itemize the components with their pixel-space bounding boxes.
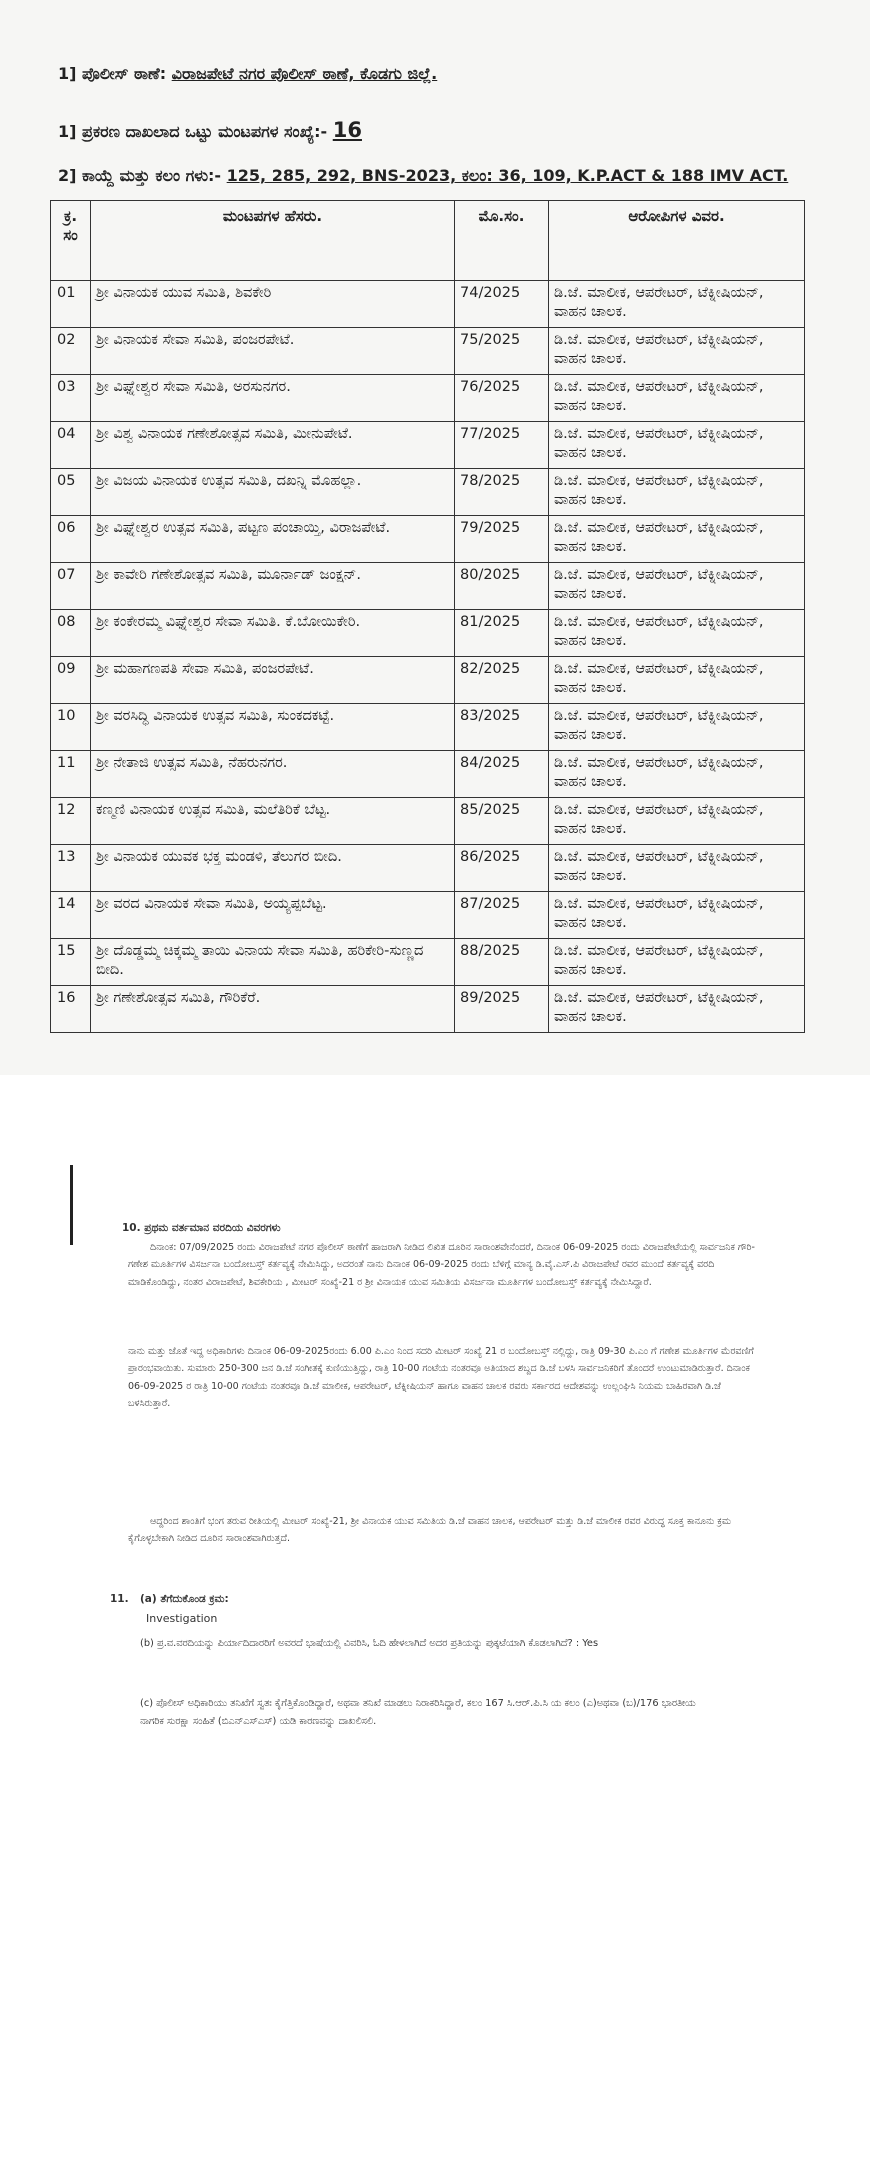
item-11a-label: (a) ತೆಗೆದುಕೊಂಡ ಕ್ರಮ: [140,1593,229,1605]
cell-mantap-name: ಶ್ರೀ ವಿನಾಯಕ ಯುವ ಸಮಿತಿ, ಶಿವಕೇರಿ [91,281,455,328]
cell-mantap-name: ಶ್ರೀ ಗಣೇಶೋತ್ಸವ ಸಮಿತಿ, ಗೌರಿಕೆರೆ. [91,986,455,1033]
table-row [51,704,805,751]
table-row [51,939,805,986]
table-row [51,751,805,798]
cell-sl: 11 [51,751,91,798]
margin-mark [70,1165,73,1245]
cell-mantap-name: ಶ್ರೀ ದೊಡ್ಡಮ್ಮ ಚಿಕ್ಕಮ್ಮ ತಾಯಿ ವಿನಾಯ ಸೇವಾ ಸಮಿತಿ, ಹರಿಕೇರಿ-ಸುಣ್ಣದ ಬೀದಿ. [91,939,455,986]
table-row [51,845,805,892]
cell-mantap-name: ಶ್ರೀ ವಿಘ್ನೇಶ್ವರ ಸೇವಾ ಸಮಿತಿ, ಅರಸುನಗರ. [91,375,455,422]
mantap-table [50,200,805,1033]
cell-accused: ಡಿ.ಜೆ. ಮಾಲೀಕ, ಆಪರೇಟರ್, ಟೆಕ್ನೀಷಿಯನ್, ವಾಹನ ಚಾಲಕ. [549,281,805,328]
table-row [51,892,805,939]
cell-case-number: 78/2025 [455,469,549,516]
header-case: ಮೊ.ಸಂ. [455,201,549,281]
cell-case-number: 81/2025 [455,610,549,657]
table-row [51,610,805,657]
header-sl: ಕ್ರ. ಸಂ [51,201,91,281]
cell-sl: 07 [51,563,91,610]
cell-case-number: 82/2025 [455,657,549,704]
cell-sl: 02 [51,328,91,375]
cell-mantap-name: ಶ್ರೀ ವಿಶ್ವ ವಿನಾಯಕ ಗಣೇಶೋತ್ಸವ ಸಮಿತಿ, ಮೀನುಪೇಟೆ. [91,422,455,469]
cell-sl: 04 [51,422,91,469]
cell-accused: ಡಿ.ಜೆ. ಮಾಲೀಕ, ಆಪರೇಟರ್, ಟೆಕ್ನೀಷಿಯನ್, ವಾಹನ ಚಾಲಕ. [549,375,805,422]
cell-sl: 03 [51,375,91,422]
cell-mantap-name: ಶ್ರೀ ಕಾವೇರಿ ಗಣೇಶೋತ್ಸವ ಸಮಿತಿ, ಮೂರ್ನಾಡ್ ಜಂಕ್ಷನ್. [91,563,455,610]
cell-case-number: 80/2025 [455,563,549,610]
total-mantaps-value: 16 [332,118,362,142]
cell-case-number: 77/2025 [455,422,549,469]
cell-mantap-name: ಶ್ರೀ ವರದ ವಿನಾಯಕ ಸೇವಾ ಸಮಿತಿ, ಅಯ್ಯಪ್ಪಬೆಟ್ಟ. [91,892,455,939]
table-row [51,563,805,610]
cell-accused: ಡಿ.ಜೆ. ಮಾಲೀಕ, ಆಪರೇಟರ್, ಟೆಕ್ನೀಷಿಯನ್, ವಾಹನ ಚಾಲಕ. [549,798,805,845]
cell-sl: 10 [51,704,91,751]
table-header-row [51,201,805,281]
cell-accused: ಡಿ.ಜೆ. ಮಾಲೀಕ, ಆಪರೇಟರ್, ಟೆಕ್ನೀಷಿಯನ್, ವಾಹನ ಚಾಲಕ. [549,657,805,704]
cell-accused: ಡಿ.ಜೆ. ಮಾಲೀಕ, ಆಪರೇಟರ್, ಟೆಕ್ನೀಷಿಯನ್, ವಾಹನ ಚಾಲಕ. [549,845,805,892]
table-row [51,422,805,469]
cell-sl: 09 [51,657,91,704]
cell-sl: 01 [51,281,91,328]
item-11b: (b) ಪ್ರ.ವ.ವರದಿಯನ್ನು ಪಿರ್ಯಾದಿದಾರರಿಗೆ ಅವರದೆ ಭಾಷೆಯಲ್ಲಿ ವಿವರಿಸಿ, ಓದಿ ಹೇಳಲಾಗಿದೆ ಅದರ ಪ್ರತಿಯನ್ನು ಪುಕ್ಕಟೆಯಾಗಿ ಕೊಡಲಾಗಿದೆ? : Yes [140,1638,599,1649]
cell-mantap-name: ಶ್ರೀ ವಿಘ್ನೇಶ್ವರ ಉತ್ಸವ ಸಮಿತಿ, ಪಟ್ಟಣ ಪಂಚಾಯ್ತಿ, ವಿರಾಜಪೇಟೆ. [91,516,455,563]
cell-sl: 06 [51,516,91,563]
header-accused: ಆರೋಪಿಗಳ ವಿವರ. [549,201,805,281]
cell-sl: 16 [51,986,91,1033]
cell-case-number: 88/2025 [455,939,549,986]
cell-accused: ಡಿ.ಜೆ. ಮಾಲೀಕ, ಆಪರೇಟರ್, ಟೆಕ್ನೀಷಿಯನ್, ವಾಹನ ಚಾಲಕ. [549,610,805,657]
cell-case-number: 85/2025 [455,798,549,845]
total-mantaps-line [58,118,362,142]
table-page [0,0,870,1075]
table-row [51,328,805,375]
cell-case-number: 75/2025 [455,328,549,375]
cell-sl: 05 [51,469,91,516]
fir-paragraph-1: ದಿನಾಂಕ: 07/09/2025 ರಂದು ವಿರಾಜಪೇಟೆ ನಗರ ಪೊಲೀಸ್ ಠಾಣೆಗೆ ಹಾಜರಾಗಿ ನೀಡಿದ ಲಿಖಿತ ದೂರಿನ ಸಾರಾಂಶವೇನೆಂದರೆ, ದಿನಾಂಕ 06-09-2025 ರಂದು ವಿರಾಜಪೇಟೆಯಲ್ಲಿ ಸಾರ್ವಜನಿಕ ಗೌರಿ-ಗಣೇಶ ಮೂರ್ತಿಗಳ ವಿಸರ್ಜನಾ ಬಂದೋಬಸ್ತ್ ಕರ್ತವ್ಯಕ್ಕೆ ನೇಮಿಸಿದ್ದು, ಅದರಂತೆ ನಾನು ದಿನಾಂಕ 06-09-2025 ರಂದು ಬೆಳಿಗ್ಗೆ ಮಾನ್ಯ ಡಿ.ವೈ.ಎಸ್.ಪಿ ವಿರಾಜಪೇಟೆ ರವರ ಮುಂದೆ ಕರ್ತವ್ಯಕ್ಕೆ ವರದಿ ಮಾಡಿಕೊಂಡಿದ್ದು, ನಂತರ ವಿರಾಜಪೇಟೆ, ಶಿವಕೇರಿಯ , ಮೀಟರ್ ಸಂಖ್ಯೆ-21 ರ ಶ್ರೀ ವಿನಾಯಕ ಯುವ ಸಮಿತಿಯ ವಿಸರ್ಜನಾ ಮೂರ್ತಿಗಳ ಬಂದೋಬಸ್ತ್ ಕರ್ತವ್ಯಕ್ಕೆ ನೇಮಿಸಿದ್ದಾರೆ. [128,1242,755,1288]
table-row [51,516,805,563]
cell-accused: ಡಿ.ಜೆ. ಮಾಲೀಕ, ಆಪರೇಟರ್, ಟೆಕ್ನೀಷಿಯನ್, ವಾಹನ ಚಾಲಕ. [549,704,805,751]
cell-accused: ಡಿ.ಜೆ. ಮಾಲೀಕ, ಆಪರೇಟರ್, ಟೆಕ್ನೀಷಿಯನ್, ವಾಹನ ಚಾಲಕ. [549,422,805,469]
item-11c: (c) ಪೊಲೀಸ್ ಅಧಿಕಾರಿಯು ತನಿಖೆಗೆ ಸ್ವತಃ ಕೈಗೆತ್ತಿಕೊಂಡಿದ್ದಾರೆ, ಅಥವಾ ತನಿಖೆ ಮಾಡಲು ನಿರಾಕರಿಸಿದ್ದಾರೆ, ಕಲಂ 167 ಸಿ.ಆರ್.ಪಿ.ಸಿ ಯ ಕಲಂ (ಎ)ಅಥವಾ (ಬ)/176 ಭಾರತೀಯ ನಾಗರಿಕ ಸುರಕ್ಷಾ ಸಂಹಿತೆ (ಬಿಎನ್ಎಸ್ಎಸ್) ಯಡಿ ಕಾರಣವನ್ನು ದಾಖಲಿಸಲಿ. [140,1698,696,1727]
total-mantaps-label: 1] ಪ್ರಕರಣ ದಾಖಲಾದ ಒಟ್ಟು ಮಂಟಪಗಳ ಸಂಖ್ಯೆ:- [58,122,333,141]
cell-accused: ಡಿ.ಜೆ. ಮಾಲೀಕ, ಆಪರೇಟರ್, ಟೆಕ್ನೀಷಿಯನ್, ವಾಹನ ಚಾಲಕ. [549,939,805,986]
table-row [51,798,805,845]
cell-accused: ಡಿ.ಜೆ. ಮಾಲೀಕ, ಆಪರೇಟರ್, ಟೆಕ್ನೀಷಿಯನ್, ವಾಹನ ಚಾಲಕ. [549,563,805,610]
police-station-label: 1] ಪೊಲೀಸ್ ಠಾಣೆ: [58,64,172,83]
table-row [51,375,805,422]
cell-accused: ಡಿ.ಜೆ. ಮಾಲೀಕ, ಆಪರೇಟರ್, ಟೆಕ್ನೀಷಿಯನ್, ವಾಹನ ಚಾಲಕ. [549,516,805,563]
header-name: ಮಂಟಪಗಳ ಹೆಸರು. [91,201,455,281]
cell-mantap-name: ಶ್ರೀ ವಿನಾಯಕ ಯುವಕ ಭಕ್ತ ಮಂಡಳಿ, ತೆಲುಗರ ಬೀದಿ. [91,845,455,892]
cell-accused: ಡಿ.ಜೆ. ಮಾಲೀಕ, ಆಪರೇಟರ್, ಟೆಕ್ನೀಷಿಯನ್, ವಾಹನ ಚಾಲಕ. [549,892,805,939]
cell-mantap-name: ಶ್ರೀ ವಿನಾಯಕ ಸೇವಾ ಸಮಿತಿ, ಪಂಜರಪೇಟೆ. [91,328,455,375]
cell-accused: ಡಿ.ಜೆ. ಮಾಲೀಕ, ಆಪರೇಟರ್, ಟೆಕ್ನೀಷಿಯನ್, ವಾಹನ ಚಾಲಕ. [549,328,805,375]
acts-label: 2] ಕಾಯ್ದೆ ಮತ್ತು ಕಲಂ ಗಳು:- [58,166,227,185]
cell-case-number: 86/2025 [455,845,549,892]
acts-sections-line [58,166,788,186]
table-row [51,986,805,1033]
cell-sl: 13 [51,845,91,892]
police-station-value: ವಿರಾಜಪೇಟೆ ನಗರ ಪೊಲೀಸ್ ಠಾಣೆ, ಕೊಡಗು ಜಿಲ್ಲೆ. [171,64,438,83]
fir-page [0,1135,870,2179]
cell-case-number: 79/2025 [455,516,549,563]
cell-case-number: 84/2025 [455,751,549,798]
cell-accused: ಡಿ.ಜೆ. ಮಾಲೀಕ, ಆಪರೇಟರ್, ಟೆಕ್ನೀಷಿಯನ್, ವಾಹನ ಚಾಲಕ. [549,469,805,516]
table-row [51,469,805,516]
cell-accused: ಡಿ.ಜೆ. ಮಾಲೀಕ, ಆಪರೇಟರ್, ಟೆಕ್ನೀಷಿಯನ್, ವಾಹನ ಚಾಲಕ. [549,751,805,798]
cell-case-number: 74/2025 [455,281,549,328]
cell-sl: 14 [51,892,91,939]
police-station-line [58,64,437,84]
cell-mantap-name: ಶ್ರೀ ಮಹಾಗಣಪತಿ ಸೇವಾ ಸಮಿತಿ, ಪಂಜರಪೇಟೆ. [91,657,455,704]
section-10-title: 10. ಪ್ರಥಮ ವರ್ತಮಾನ ವರದಿಯ ವಿವರಗಳು [122,1222,281,1234]
item-11a-value: Investigation [146,1612,218,1625]
cell-mantap-name: ಶ್ರೀ ವಿಜಯ ವಿನಾಯಕ ಉತ್ಸವ ಸಮಿತಿ, ದಖನ್ನಿ ಮೊಹಲ್ಲಾ. [91,469,455,516]
fir-paragraph-3: ಆದ್ದರಿಂದ ಶಾಂತಿಗೆ ಭಂಗ ತರುವ ರೀತಿಯಲ್ಲಿ ಮೀಟರ್ ಸಂಖ್ಯೆ-21, ಶ್ರೀ ವಿನಾಯಕ ಯುವ ಸಮಿತಿಯ ಡಿ.ಜೆ ವಾಹನ ಚಾಲಕ, ಆಪರೇಟರ್ ಮತ್ತು ಡಿ.ಜೆ ಮಾಲೀಕ ರವರ ವಿರುದ್ಧ ಸೂಕ್ತ ಕಾನೂನು ಕ್ರಮ ಕೈಗೊಳ್ಳಬೇಕಾಗಿ ನೀಡಿದ ದೂರಿನ ಸಾರಾಂಶವಾಗಿರುತ್ತದೆ. [128,1516,731,1545]
cell-case-number: 89/2025 [455,986,549,1033]
cell-mantap-name: ಶ್ರೀ ವರಸಿದ್ಧಿ ವಿನಾಯಕ ಉತ್ಸವ ಸಮಿತಿ, ಸುಂಕದಕಟ್ಟೆ. [91,704,455,751]
table-row [51,657,805,704]
cell-sl: 15 [51,939,91,986]
cell-mantap-name: ಶ್ರೀ ಕಂಕೇರಮ್ಮ ವಿಘ್ನೇಶ್ವರ ಸೇವಾ ಸಮಿತಿ. ಕೆ.ಬೋಯಿಕೇರಿ. [91,610,455,657]
cell-case-number: 83/2025 [455,704,549,751]
cell-case-number: 76/2025 [455,375,549,422]
item-11-number: 11. [110,1593,129,1605]
cell-accused: ಡಿ.ಜೆ. ಮಾಲೀಕ, ಆಪರೇಟರ್, ಟೆಕ್ನೀಷಿಯನ್, ವಾಹನ ಚಾಲಕ. [549,986,805,1033]
cell-mantap-name: ಶ್ರೀ ನೇತಾಜಿ ಉತ್ಸವ ಸಮಿತಿ, ನೆಹರುನಗರ. [91,751,455,798]
cell-case-number: 87/2025 [455,892,549,939]
table-row [51,281,805,328]
fir-paragraph-2: ನಾನು ಮತ್ತು ಜೊತೆ ಇದ್ದ ಅಧಿಕಾರಿಗಳು ದಿನಾಂಕ 06-09-2025ರಂದು 6.00 ಪಿ.ಎಂ ನಿಂದ ಸದರಿ ಮೀಟರ್ ಸಂಖ್ಯೆ 21 ರ ಬಂದೋಬಸ್ತ್ ನಲ್ಲಿದ್ದು, ರಾತ್ರಿ 09-30 ಪಿ.ಎಂ ಗೆ ಗಣೇಶ ಮೂರ್ತಿಗಳ ಮೆರವಣಿಗೆ ಪ್ರಾರಂಭವಾಯಿತು. ಸುಮಾರು 250-300 ಜನ ಡಿ.ಜೆ ಸಂಗೀತಕ್ಕೆ ಕುಣಿಯುತ್ತಿದ್ದು, ರಾತ್ರಿ 10-00 ಗಂಟೆಯ ನಂತರವೂ ಅತಿಯಾದ ಶಬ್ದದ ಡಿ.ಜೆ ಬಳಸಿ ಸಾರ್ವಜನಿಕರಿಗೆ ತೊಂದರೆ ಉಂಟುಮಾಡಿರುತ್ತಾರೆ. ದಿನಾಂಕ 06-09-2025 ರ ರಾತ್ರಿ 10-00 ಗಂಟೆಯ ನಂತರವೂ ಡಿ.ಜೆ ಮಾಲೀಕ, ಆಪರೇಟರ್, ಟೆಕ್ನೀಷಿಯನ್ ಹಾಗೂ ವಾಹನ ಚಾಲಕ ರವರು ಸರ್ಕಾರದ ಆದೇಶವನ್ನು ಉಲ್ಲಂಘಿಸಿ ನಿಯಮ ಬಾಹಿರವಾಗಿ ಡಿ.ಜೆ ಬಳಸಿರುತ್ತಾರೆ. [128,1346,754,1410]
acts-value: 125, 285, 292, BNS-2023, ಕಲಂ: 36, 109, K.P.ACT & 188 IMV ACT. [226,166,789,185]
cell-mantap-name: ಕಣ್ಮಣಿ ವಿನಾಯಕ ಉತ್ಸವ ಸಮಿತಿ, ಮಲೆತಿರಿಕೆ ಬೆಟ್ಟ. [91,798,455,845]
page-gap [0,1075,870,1135]
cell-sl: 08 [51,610,91,657]
cell-sl: 12 [51,798,91,845]
